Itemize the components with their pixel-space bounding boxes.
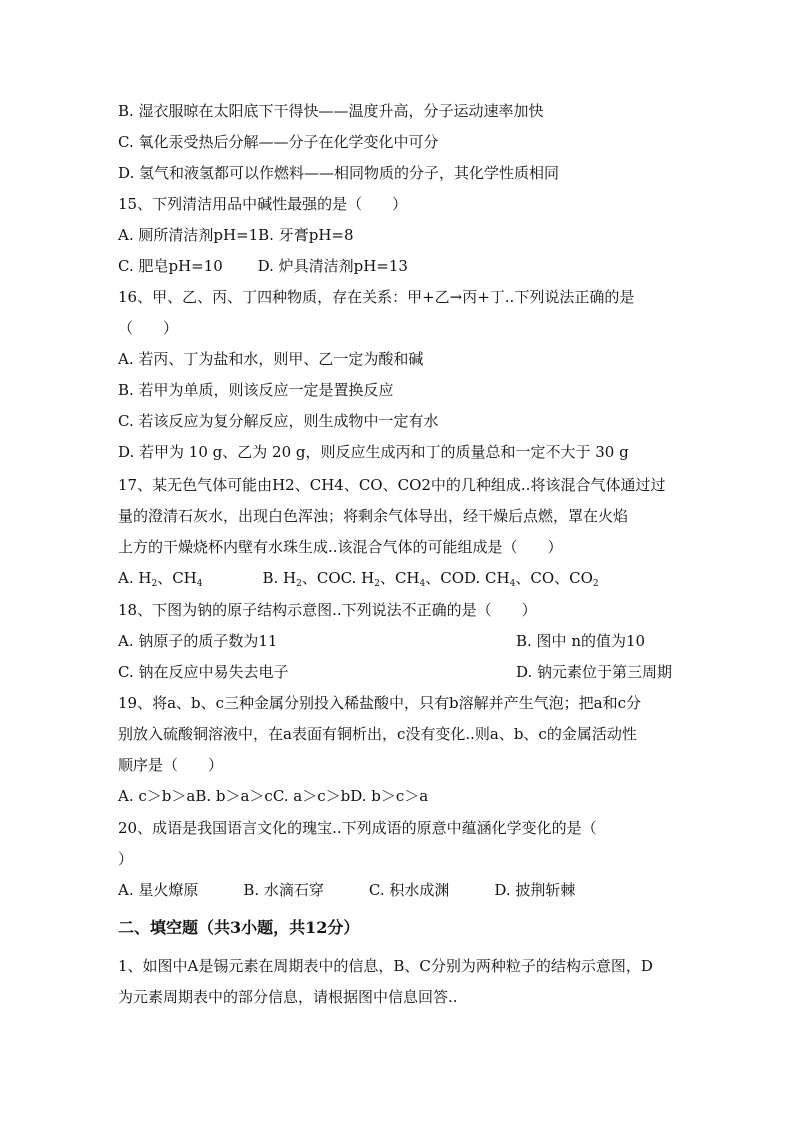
q17-sub: 4 <box>196 579 203 589</box>
question-19-line2: 别放入硫酸铜溶液中，在a表面有铜析出，c没有变化..则a、b、c的金属活动性 <box>118 725 637 743</box>
question-18-option-c: C. 钠在反应中易失去电子 <box>118 663 289 681</box>
option-d-line: D. 氢气和液氢都可以作燃料——相同物质的分子，其化学性质相同 <box>118 164 560 182</box>
question-15-options-cd: C. 肥皂pH=10 D. 炉具清洁剂pH=13 <box>118 257 408 275</box>
question-16-option-b: B. 若甲为单质，则该反应一定是置换反应 <box>118 381 394 399</box>
q17-opt-text: B. H <box>202 569 297 587</box>
option-b-line: B. 湿衣服晾在太阳底下干得快——温度升高，分子运动速率加快 <box>118 102 544 120</box>
question-18-option-d: D. 钠元素位于第三周期 <box>516 663 673 681</box>
q17-opt-text: 、COD. CH <box>425 569 510 587</box>
question-18-option-a: A. 钠原子的质子数为11 <box>118 632 278 650</box>
question-16-option-a: A. 若丙、丁为盐和水，则甲、乙一定为酸和碱 <box>118 350 424 368</box>
q17-opt-text: 、COC. H <box>301 569 375 587</box>
question-18-option-b: B. 图中 n的值为10 <box>516 632 646 650</box>
question-19: 19、将a、b、c三种金属分别投入稀盐酸中，只有b溶解并产生气泡；把a和c分 <box>118 694 641 712</box>
question-15-options-ab: A. 厕所清洁剂pH=1B. 牙膏pH=8 <box>118 226 354 244</box>
question-20-options: A. 星火燎原 B. 水滴石穿 C. 积水成渊 D. 披荆斩棘 <box>118 881 576 899</box>
q17-sub: 4 <box>419 579 426 589</box>
question-16: 16、甲、乙、丙、丁四种物质，存在关系：甲+乙→丙+丁..下列说法正确的是 <box>118 288 635 306</box>
fill-question-1: 1、如图中A是锡元素在周期表中的信息，B、C分别为两种粒子的结构示意图，D <box>118 957 653 975</box>
q17-sub: 2 <box>592 579 599 589</box>
question-19-options: A. c＞b＞aB. b＞a＞cC. a＞c＞bD. b＞c＞a <box>118 787 429 805</box>
question-17-line3: 上方的干燥烧杯内壁有水珠生成..该混合气体的可能组成是（ ） <box>118 538 563 556</box>
question-18-options-cd <box>118 662 678 682</box>
question-17-line2: 量的澄清石灰水，出现白色浑浊；将剩余气体导出，经干燥后点燃，罩在火焰 <box>118 507 629 525</box>
question-18: 18、下图为钠的原子结构示意图..下列说法不正确的是（ ） <box>118 601 537 619</box>
question-17: 17、某无色气体可能由H2、CH4、CO、CO2中的几种组成..将该混合气体通过过 <box>118 476 666 494</box>
question-20: 20、成语是我国语言文化的瑰宝..下列成语的原意中蕴涵化学变化的是（ <box>118 819 597 837</box>
q17-sub: 2 <box>374 579 380 589</box>
question-18-options-ab <box>118 631 678 651</box>
option-c-line: C. 氧化汞受热后分解——分子在化学变化中可分 <box>118 133 439 151</box>
q17-opt-text: 、CH <box>379 569 420 587</box>
q17-opt-text: 、CH <box>157 569 197 587</box>
fill-question-1-line2: 为元素周期表中的部分信息，请根据图中信息回答.. <box>118 988 458 1006</box>
question-20-bracket: ） <box>118 850 134 868</box>
question-15: 15、下列清洁用品中碱性最强的是（ ） <box>118 195 408 213</box>
q17-sub: 2 <box>151 579 158 589</box>
question-17-options <box>118 568 678 588</box>
question-16-option-c: C. 若该反应为复分解反应，则生成物中一定有水 <box>118 412 439 430</box>
question-16-option-d: D. 若甲为 10 g、乙为 20 g，则反应生成丙和丁的质量总和一定不大于 30 g <box>118 443 629 461</box>
q17-opt-a-text: A. H <box>118 569 152 587</box>
section-heading-fill-in: 二、填空题（共3小题，共12分） <box>118 918 360 937</box>
question-16-bracket: （ ） <box>118 319 179 337</box>
q17-sub: 2 <box>296 579 302 589</box>
question-19-line3: 顺序是（ ） <box>118 756 224 774</box>
q17-opt-text: 、CO、CO <box>515 569 593 587</box>
q17-sub: 4 <box>509 579 516 589</box>
